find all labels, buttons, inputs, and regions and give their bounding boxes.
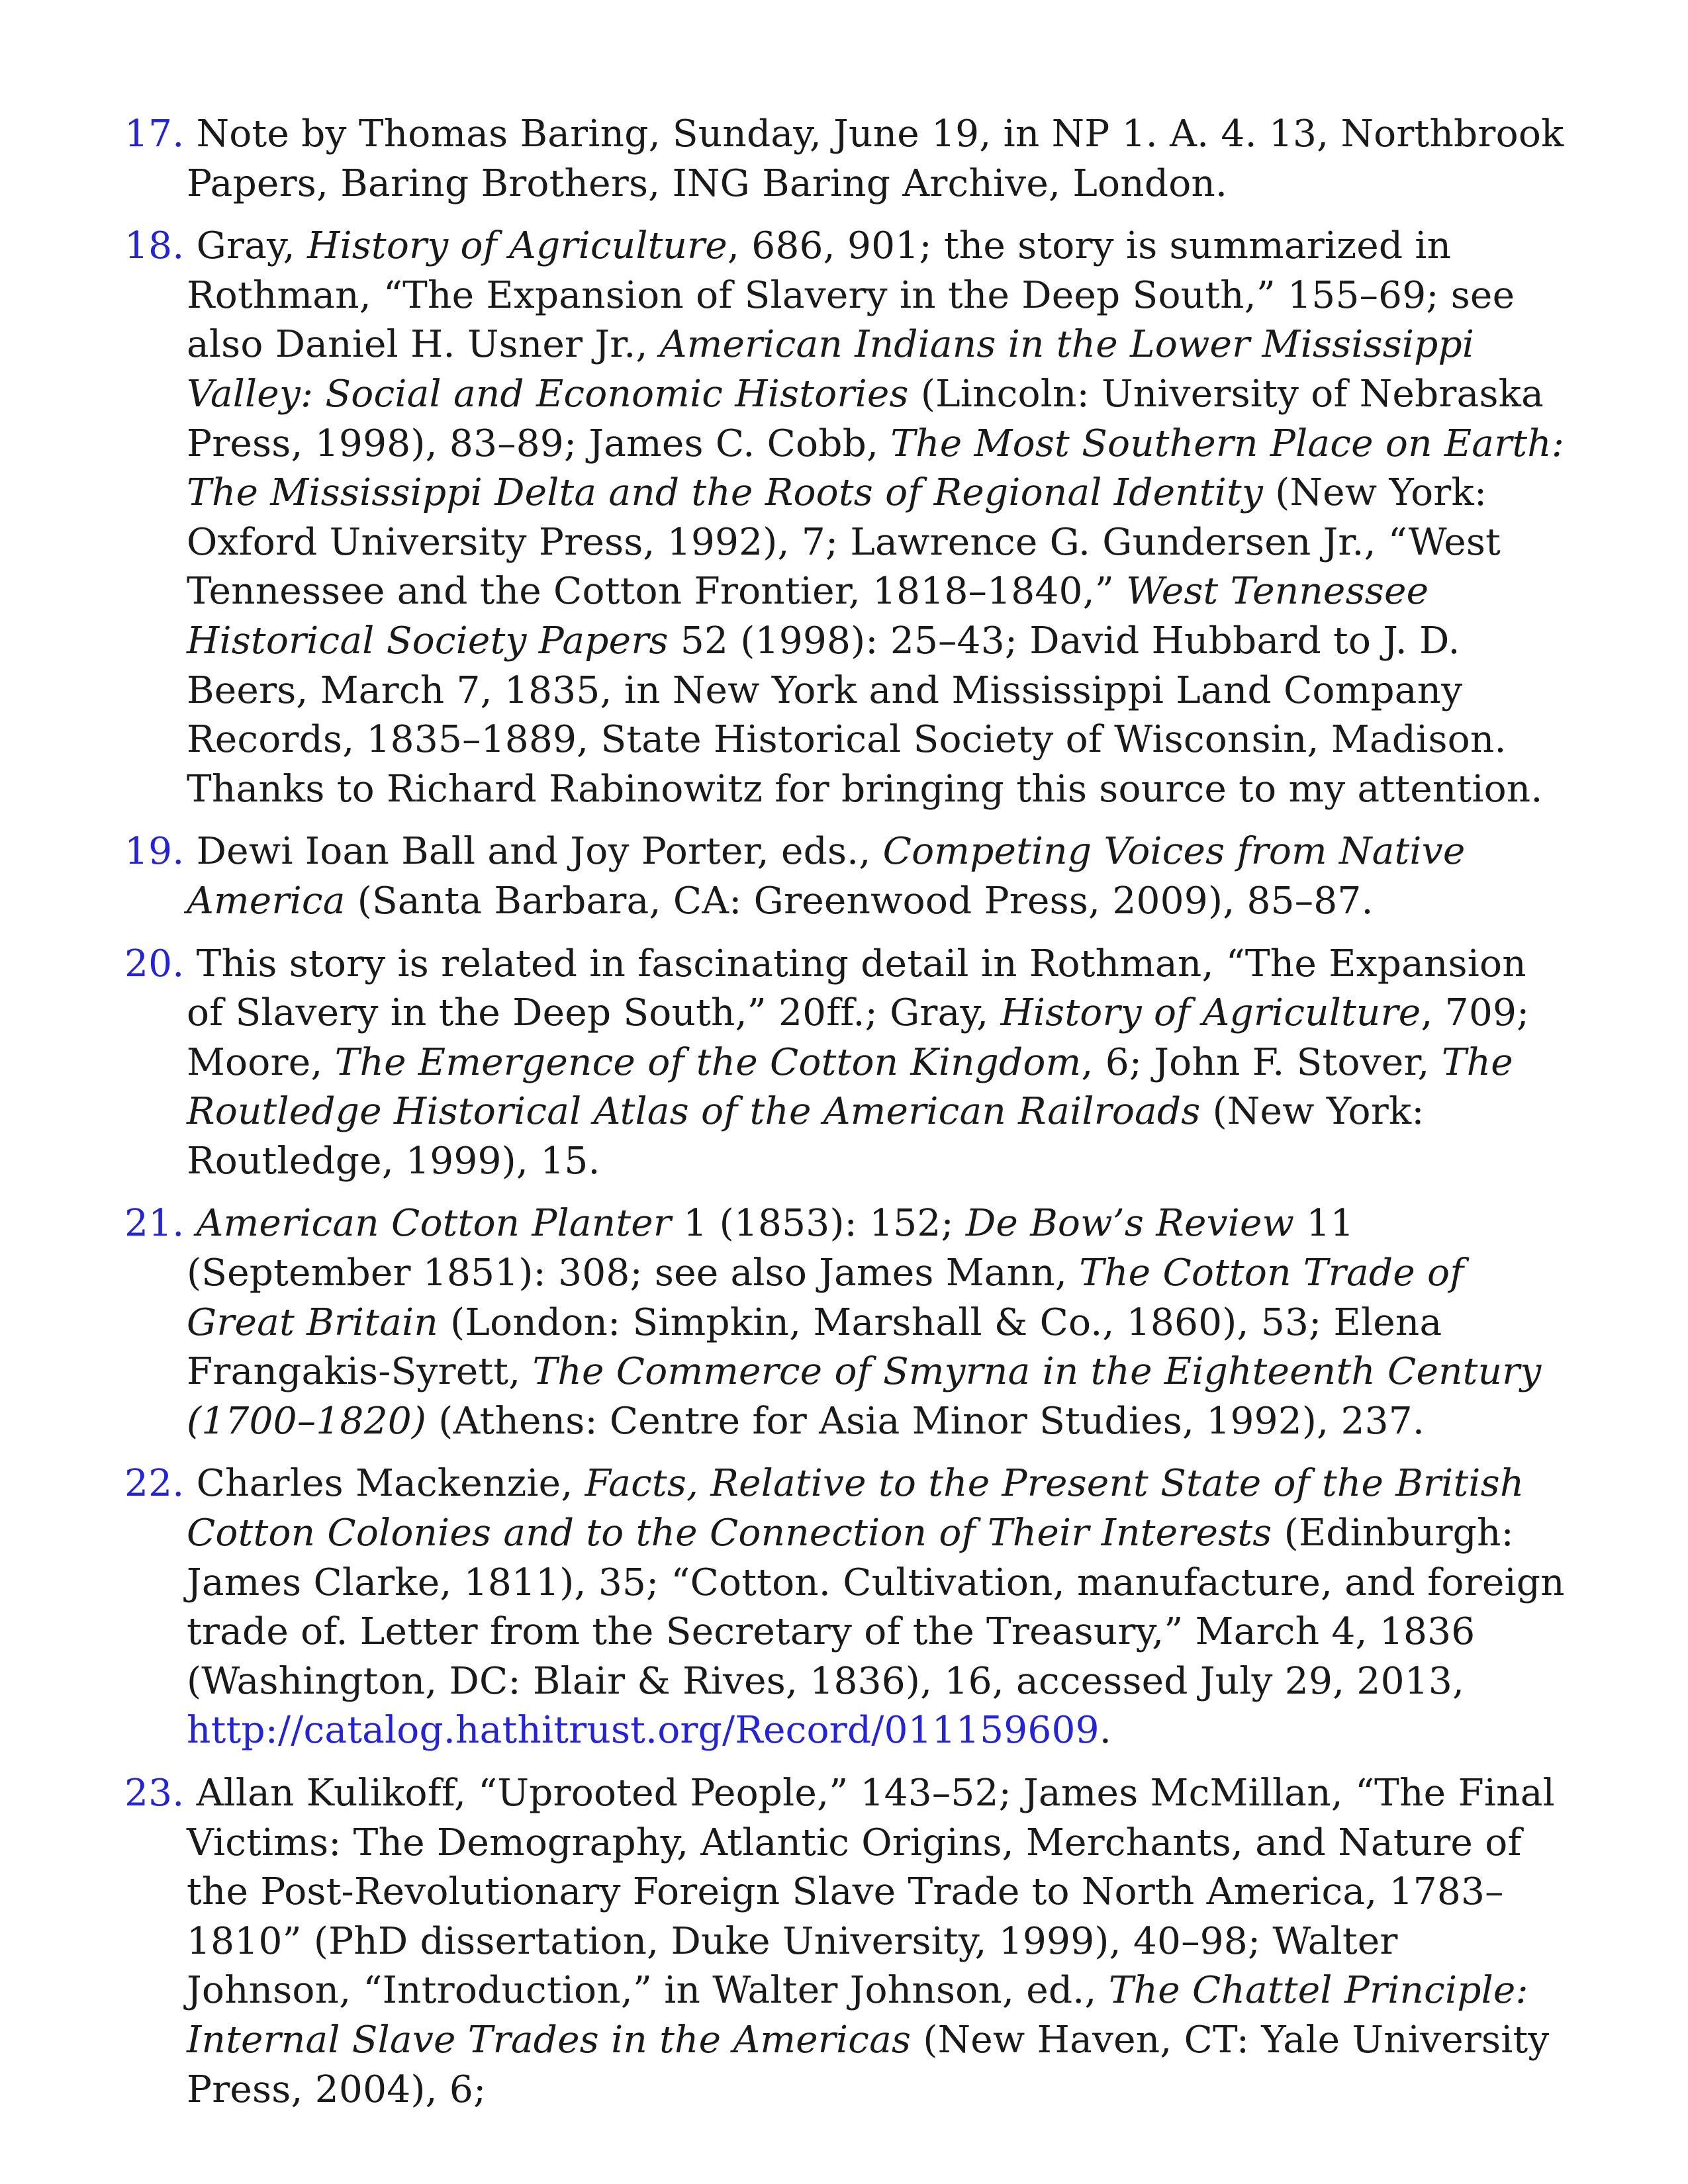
cited-work-title: The Chattel Principle: Internal Slave Trades in the Americas	[187, 1969, 1528, 2062]
endnote-text: Note by Thomas Baring, Sunday, June 19, in NP 1. A. 4. 13, Northbrook Papers, Baring Brothers, ING Baring Archive, London.	[184, 113, 1564, 205]
endnote-text: Gray,	[184, 224, 307, 268]
endnote-number-link[interactable]: 23.	[124, 1772, 185, 1815]
cited-work-title: Facts, Relative to the Present State of the British Cotton Colonies and to the Connection of Their Interests	[187, 1462, 1524, 1555]
endnote-number-link[interactable]: 17.	[124, 113, 185, 156]
cited-work-title: De Bow’s Review	[965, 1202, 1295, 1246]
endnote-text: 1 (1853): 152;	[671, 1202, 966, 1246]
endnote-text: (New York: Oxford University Press, 1992), 7; Lawrence G. Gundersen Jr., “West Tennessee and the Cotton Frontier, 1818–1840,”	[187, 471, 1501, 614]
endnote-text: This story is related in fascinating detail in Rothman, “The Expansion of Slavery in the Deep South,” 20ff.; Gray,	[184, 942, 1526, 1035]
endnote-text: , 6; John F. Stover,	[1081, 1040, 1442, 1084]
cited-work-title: West Tennessee Historical Society Papers	[187, 570, 1429, 662]
cited-work-title: History of Agriculture	[1000, 991, 1421, 1035]
endnote	[124, 1769, 1568, 2115]
cited-work-title: The Most Southern Place on Earth: The Mississippi Delta and the Roots of Regional Identity	[187, 422, 1565, 515]
cited-work-title: The Cotton Trade of Great Britain	[187, 1251, 1464, 1344]
endnote-text: (Athens: Centre for Asia Minor Studies, 1992), 237.	[426, 1399, 1425, 1443]
endnote	[124, 222, 1568, 814]
endnote-text: Allan Kulikoff, “Uprooted People,” 143–52; James McMillan, “The Final Victims: The Demography, Atlantic Origins, Merchants, and Nature of the Post-Revolutionary Foreign Slave Trade to North America, 1783–1810” (PhD dissertation, Duke University, 1999), 40–98; Walter Johnson, “Introduction,” in Walter Johnson, ed.,	[184, 1772, 1555, 2013]
cited-work-title: The Routledge Historical Atlas of the American Railroads	[187, 1040, 1513, 1134]
endnote-number-link[interactable]: 18.	[124, 224, 185, 268]
endnote-text: (New York: Routledge, 1999), 15.	[187, 1090, 1425, 1183]
endnote-text: Charles Mackenzie,	[184, 1462, 585, 1506]
endnote-number-link[interactable]: 22.	[124, 1462, 185, 1506]
endnote-text: .	[1099, 1709, 1111, 1752]
cited-work-title: History of Agriculture	[307, 224, 727, 268]
endnote-text: Dewi Ioan Ball and Joy Porter, eds.,	[184, 830, 883, 874]
endnote-text: 52 (1998): 25–43; David Hubbard to J. D. Beers, March 7, 1835, in New York and Mississippi Land Company Records, 1835–1889, State Historical Society of Wisconsin, Madison. Thanks to Richard Rabinowitz for bringing this source to my attention.	[187, 619, 1543, 811]
endnote	[124, 940, 1568, 1187]
endnote-text: (Lincoln: University of Nebraska Press, 1998), 83–89; James C. Cobb,	[187, 372, 1544, 465]
endnote-text: (Santa Barbara, CA: Greenwood Press, 2009), 85–87.	[345, 879, 1374, 923]
endnote-number-link[interactable]: 19.	[124, 830, 185, 874]
endnote-text: , 686, 901; the story is summarized in Rothman, “The Expansion of Slavery in the Deep South,” 155–69; see also Daniel H. Usner Jr.,	[187, 224, 1515, 367]
source-url-link[interactable]: http://catalog.hathitrust.org/Record/011159609	[187, 1709, 1100, 1752]
endnote	[124, 1459, 1568, 1756]
endnotes-list	[124, 110, 1568, 2115]
cited-work-title: American Cotton Planter	[196, 1202, 672, 1246]
endnote-text: , 709; Moore,	[187, 991, 1530, 1084]
endnote-number-link[interactable]: 20.	[124, 942, 185, 985]
cited-work-title: The Emergence of the Cotton Kingdom	[334, 1040, 1082, 1084]
endnote	[124, 827, 1568, 926]
endnotes-page	[124, 110, 1568, 2128]
endnote	[124, 1199, 1568, 1446]
endnote-text: (Edinburgh: James Clarke, 1811), 35; “Cotton. Cultivation, manufacture, and foreign trade of. Letter from the Secretary of the Treasury,” March 4, 1836 (Washington, DC: Blair & Rives, 1836), 16, accessed July 29, 2013,	[187, 1512, 1565, 1703]
endnote-text	[184, 1202, 196, 1245]
endnote-text: (London: Simpkin, Marshall & Co., 1860), 53; Elena Frangakis-Syrett,	[187, 1300, 1442, 1394]
endnote-number-link[interactable]: 21.	[124, 1202, 185, 1246]
endnote-text: 11 (September 1851): 308; see also James Mann,	[187, 1202, 1354, 1295]
cited-work-title: American Indians in the Lower Mississippi Valley: Social and Economic Histories	[187, 323, 1475, 416]
cited-work-title: The Commerce of Smyrna in the Eighteenth Century (1700–1820)	[187, 1350, 1542, 1443]
cited-work-title: Competing Voices from Native America	[187, 830, 1466, 923]
endnote-text: (New Haven, CT: Yale University Press, 2004), 6;	[187, 2018, 1550, 2111]
endnote	[124, 110, 1568, 208]
